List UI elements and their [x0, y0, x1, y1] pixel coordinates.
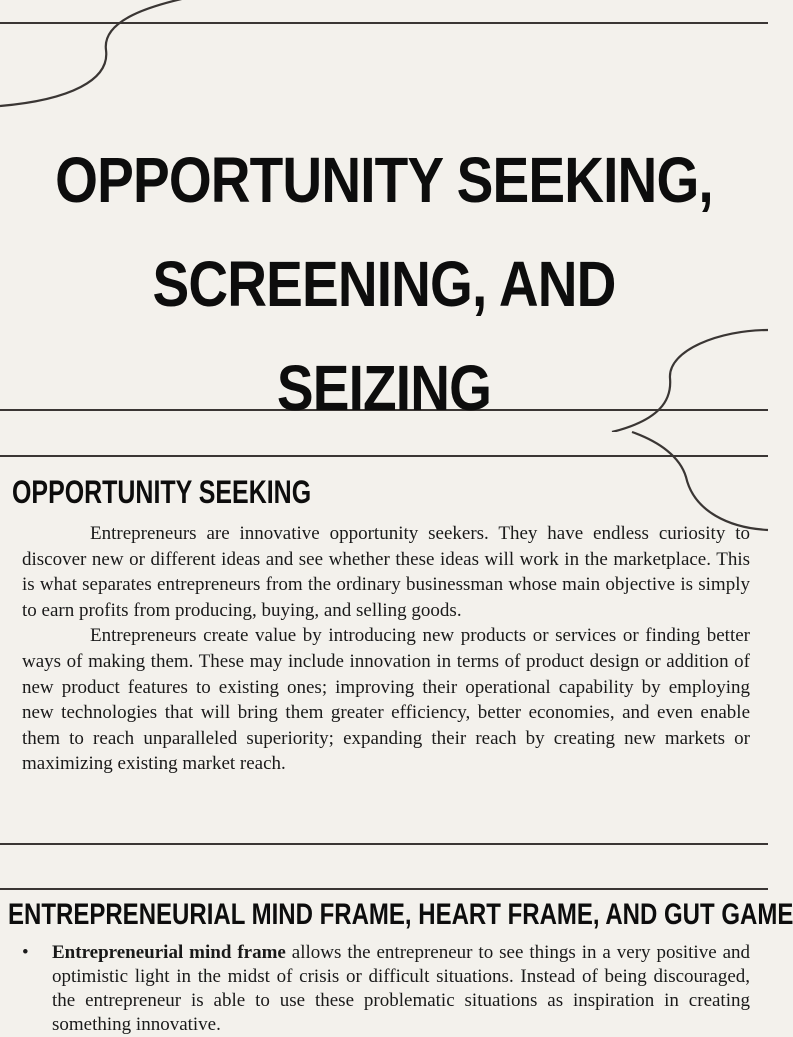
- paragraph-2: Entrepreneurs create value by introducing new products or services or finding better ways of making them. These may include innovation in terms of product design or addition of new product features to existing ones; improving their operational capability by employing new technologies that will bring them greater efficiency, better economies, and even enable them to reach unparalleled superiority; expanding their reach by creating new markets or maximizing existing market reach.: [22, 625, 750, 775]
- section-heading: OPPORTUNITY SEEKING: [12, 474, 312, 510]
- title-line-2: SCREENING, AND SEIZING: [152, 248, 616, 424]
- bullet-text: allows the entrepreneur to see things in a very positive and optimistic light in the midst of crisis or difficult situations. Instead of being discouraged, the entrepreneur is able to use these problematic situations as inspiration in creating something innovative.: [52, 942, 751, 1035]
- title-slide: [0, 0, 768, 432]
- list-item: [22, 941, 750, 1037]
- bullet-list: [22, 941, 750, 1037]
- content-slide-mind-frame: [0, 868, 793, 1035]
- paragraph-1: Entrepreneurs are innovative opportunity seekers. They have endless curiosity to discover new or different ideas and see whether these ideas will work in the marketplace. This is what separates entrepreneurs from the ordinary businessman whose main objective is simply to earn profits from producing, buying, and selling goods.: [22, 523, 750, 621]
- section-body: [22, 521, 750, 777]
- slide-title: [54, 128, 714, 440]
- section-heading: ENTREPRENEURIAL MIND FRAME, HEART FRAME, AND GUT GAME: [8, 898, 793, 931]
- content-slide-opportunity-seeking: [0, 432, 768, 868]
- title-line-1: OPPORTUNITY SEEKING,: [55, 144, 713, 216]
- bullet-term: Entrepreneurial mind frame: [52, 942, 286, 963]
- bullet-marker: •: [22, 942, 29, 963]
